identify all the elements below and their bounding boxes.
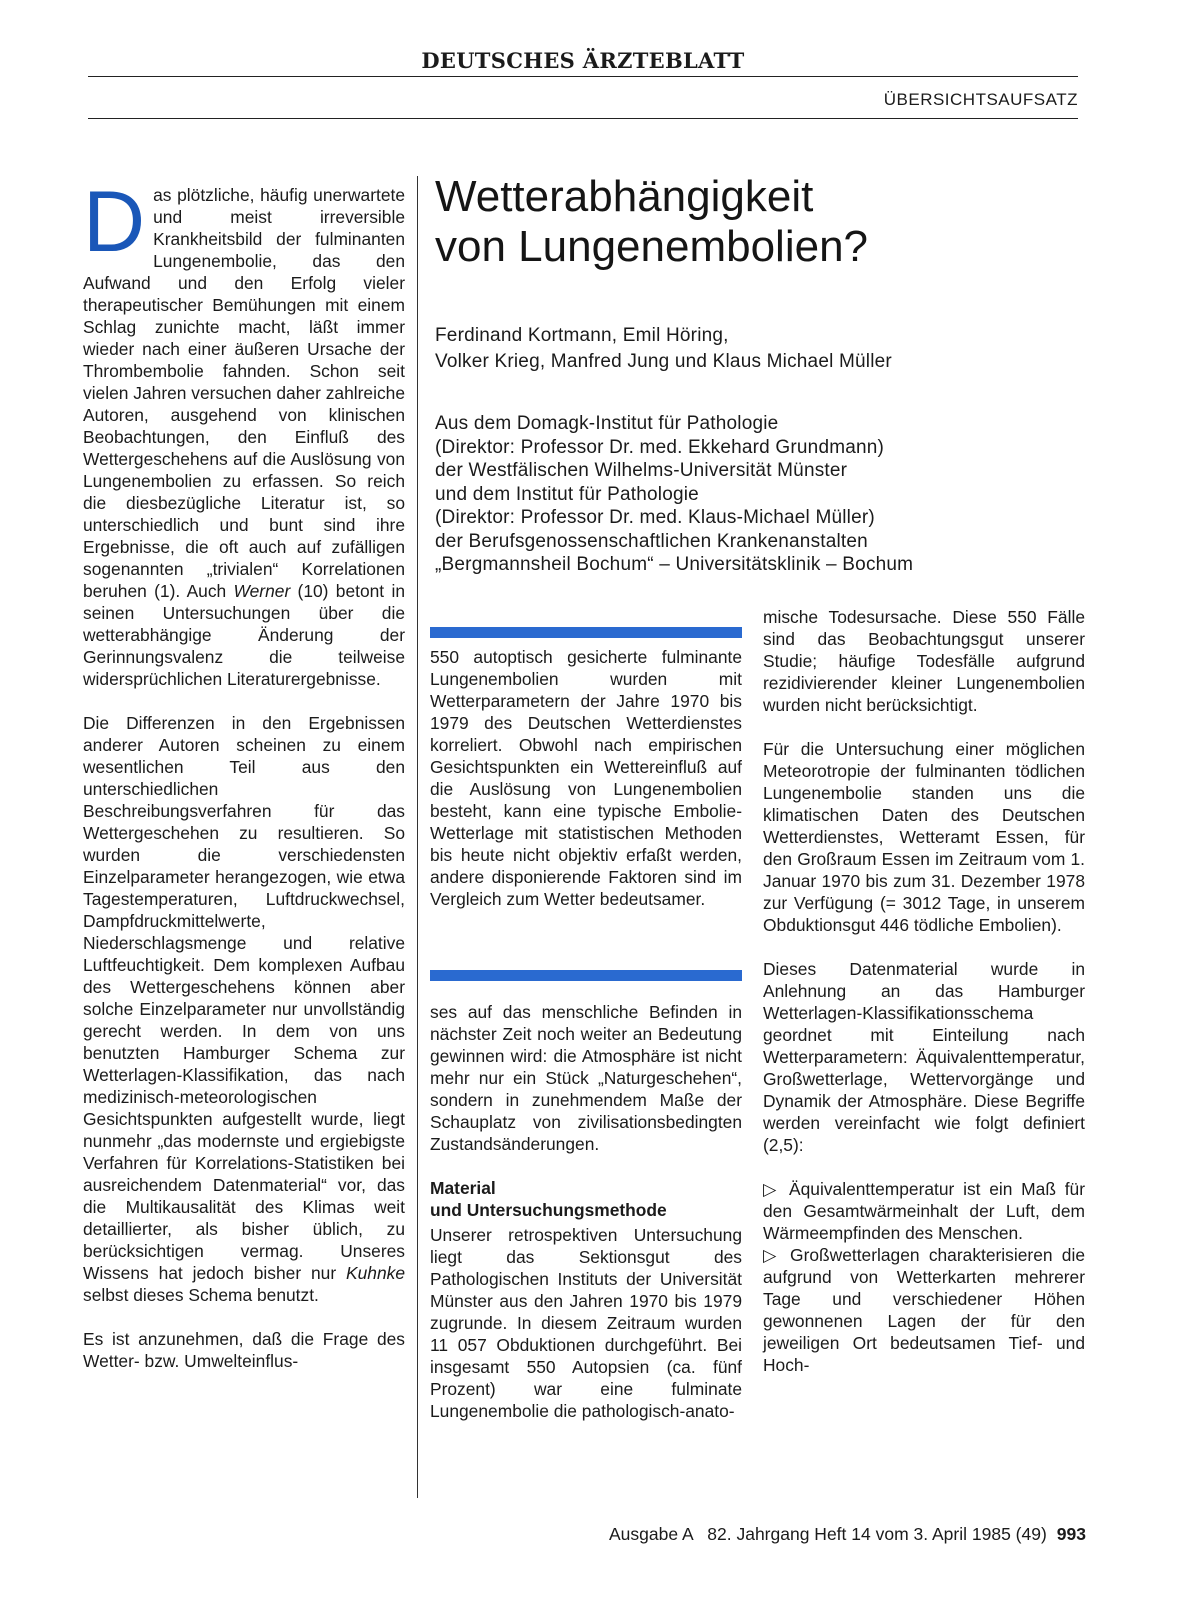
affiliation-line: der Westfälischen Wilhelms-Universität Münster [435, 460, 848, 481]
intro-text: as plötzliche, häufig unerwartete und meist irreversible Krankheitsbild der fulminanten Lungenembolie, das den Aufwand und den Erfolg vieler therapeutischer Bemühungen mit einem Schlag zunichte macht, läßt immer wieder nach einer äußeren Ursache der Thrombembolie fahnden. Schon seit vielen Jahren versuchen daher zahlreiche Autoren, ausgehend von klinischen Beobachtungen, den Einfluß des Wettergeschehens auf die Auslösung von Lungenembolien zu erfassen. So reich die diesbezügliche Literatur ist, so unterschiedlich und bunt sind ihre Ergebnisse, die oft auch auf zufälligen sogenannten „trivialen“ Korrelationen beruhen (1). Auch [83, 185, 405, 601]
column-left [83, 174, 405, 1372]
affiliation-line: (Direktor: Professor Dr. med. Klaus-Michael Müller) [435, 507, 875, 528]
issue-info: Ausgabe A 82. Jahrgang Heft 14 vom 3. April 1985 (49) [609, 1524, 1047, 1544]
paragraph-continuation: ses auf das menschliche Befinden in nächster Zeit noch weiter an Bedeutung gewinnen wird: die Atmosphäre ist nicht mehr nur ein Stück „Naturgeschehen“, sondern in zunehmendem Maße der Schauplatz von zivilisationsbedingten Zustandsänderungen. [430, 1002, 742, 1154]
definition-aequivalenttemperatur: ▷ Äquivalenttemperatur ist ein Maß für den Gesamtwärmeinhalt der Luft, dem Wärmeempfinden des Menschen. [763, 1179, 1085, 1243]
affiliation-line: der Berufsgenossenschaftlichen Krankenanstalten [435, 530, 868, 552]
heading-line-2: und Untersuchungsmethode [430, 1200, 667, 1220]
abstract-bar-bottom [430, 970, 742, 981]
authors-line-1: Ferdinand Kortmann, Emil Höring, [435, 325, 729, 346]
paragraph-assumption: Es ist anzunehmen, daß die Frage des Wetter- bzw. Umwelteinflus- [83, 1329, 405, 1371]
cited-author-werner: Werner [233, 581, 291, 601]
affiliation [435, 412, 1115, 577]
intro-text-cont: (10) betont in seinen Untersuchungen über die wetterabhängige Änderung der Gerinnungsvalenz die teilweise widersprüchlichen Literaturergebnisse. [83, 581, 405, 689]
paragraph-classification: Dieses Datenmaterial wurde in Anlehnung an das Hamburger Wetterlagen-Klassifikationsschema geordnet mit Einteilung nach Wetterparametern: Äquivalenttemperatur, Großwetterlage, Wettervorgänge und Dynamik der Atmosphäre. Diese Begriffe werden vereinfacht wie folgt definiert (2,5): [763, 959, 1085, 1155]
authors-line-2: Volker Krieg, Manfred Jung und Klaus Michael Müller [435, 351, 892, 372]
heading-line-1: Material [430, 1178, 496, 1198]
affiliation-line: „Bergmannsheil Bochum“ – Universitätsklinik – Bochum [435, 554, 914, 575]
header-rule-top [88, 76, 1078, 77]
column-divider [417, 176, 418, 1498]
section-heading-methods [430, 1177, 742, 1221]
title-line-1: Wetterabhängigkeit [435, 172, 814, 221]
paragraph-data-source: Für die Untersuchung einer möglichen Meteorotropie der fulminanten tödlichen Lungenembolie standen uns die klimatischen Daten des Deutschen Wetterdienstes, Wetteramt Essen, für den Großraum Essen im Zeitraum vom 1. Januar 1970 bis zum 31. Dezember 1978 zur Verfügung (= 3012 Tage, in unserem Obduktionsgut 446 tödliche Embolien). [763, 739, 1085, 935]
differences-text-cont: selbst dieses Schema benutzt. [83, 1285, 319, 1305]
paragraph-cases: mische Todesursache. Diese 550 Fälle sind das Beobachtungsgut unserer Studie; häufige Todesfälle aufgrund rezidivierender kleiner Lungenembolien wurden nicht berücksichtigt. [763, 607, 1085, 715]
article-title [435, 172, 1115, 272]
section-label: ÜBERSICHTSAUFSATZ [883, 90, 1078, 109]
cited-author-kuhnke: Kuhnke [346, 1263, 405, 1283]
column-right [763, 606, 1085, 1376]
title-line-2: von Lungenembolien? [435, 222, 869, 271]
page-number: 993 [1056, 1524, 1086, 1544]
affiliation-line: (Direktor: Professor Dr. med. Ekkehard Grundmann) [435, 436, 885, 458]
definition-grosswetterlagen: ▷ Großwetterlagen charakterisieren die aufgrund von Wetterkarten mehrerer Tage und verschiedener Höhen gewonnenen Lagen der für den jeweiligen Ort bedeutsamen Tief- und Hoch- [763, 1245, 1085, 1375]
paragraph-differences [83, 712, 405, 1306]
header-rule-bottom [88, 118, 1078, 119]
abstract-bar-top [430, 627, 742, 638]
abstract-text: 550 autoptisch gesicherte fulminante Lungenembolien wurden mit Wetterparametern der Jahre 1970 bis 1979 des Deutschen Wetterdienstes korreliert. Obwohl nach empirischen Gesichtspunkten ein Wettereinfluß auf die Auslösung von Lungenembolien besteht, kann eine typische Embolie-Wetterlage mit statistischen Methoden bis heute nicht objektiv erfaßt werden, andere disponierende Faktoren sind im Vergleich zum Wetter bedeutsamer. [430, 647, 742, 909]
authors [435, 323, 1115, 375]
affiliation-line: und dem Institut für Pathologie [435, 483, 699, 505]
affiliation-line: Aus dem Domagk-Institut für Pathologie [435, 413, 779, 434]
drop-cap: D [83, 174, 146, 270]
differences-text: Die Differenzen in den Ergebnissen anderer Autoren scheinen zu einem wesentlichen Teil aus den unterschiedlichen Beschreibungsverfahren für das Wettergeschehen zu resultieren. So wurden die verschiedensten Einzelparameter herangezogen, wie etwa Tagestemperaturen, Luftdruckwechsel, Dampfdruckmittelwerte, Niederschlagsmenge und relative Luftfeuchtigkeit. Dem komplexen Aufbau des Wettergeschehens können aber solche Einzelparameter nur unvollständig gerecht werden. In dem von uns benutzten Hamburger Schema zur Wetterlagen-Klassifikation, das nach medizinisch-meteorologischen Gesichtspunkten aufgestellt wurde, liegt nunmehr „das modernste und ergiebigste Verfahren für Korrelations-Statistiken bei ausreichendem Datenmaterial“ vor, das die Multikausalität des Klimas weit detaillierter, als bisher üblich, zu berücksichtigen vermag. Unseres Wissens hat jedoch bisher nur [83, 713, 405, 1283]
masthead: DEUTSCHES ÄRZTEBLATT [421, 48, 745, 73]
intro-paragraph [83, 174, 405, 690]
page-footer [536, 1524, 1086, 1545]
abstract [430, 646, 742, 910]
column-middle [430, 1001, 742, 1422]
paragraph-methods: Unserer retrospektiven Untersuchung liegt das Sektionsgut des Pathologischen Instituts der Universität Münster aus den Jahren 1970 bis 1979 zugrunde. In diesem Zeitraum wurden 11 057 Obduktionen durchgeführt. Bei insgesamt 550 Autopsien (ca. fünf Prozent) war eine fulminate Lungenembolie die pathologisch-anato- [430, 1225, 742, 1421]
